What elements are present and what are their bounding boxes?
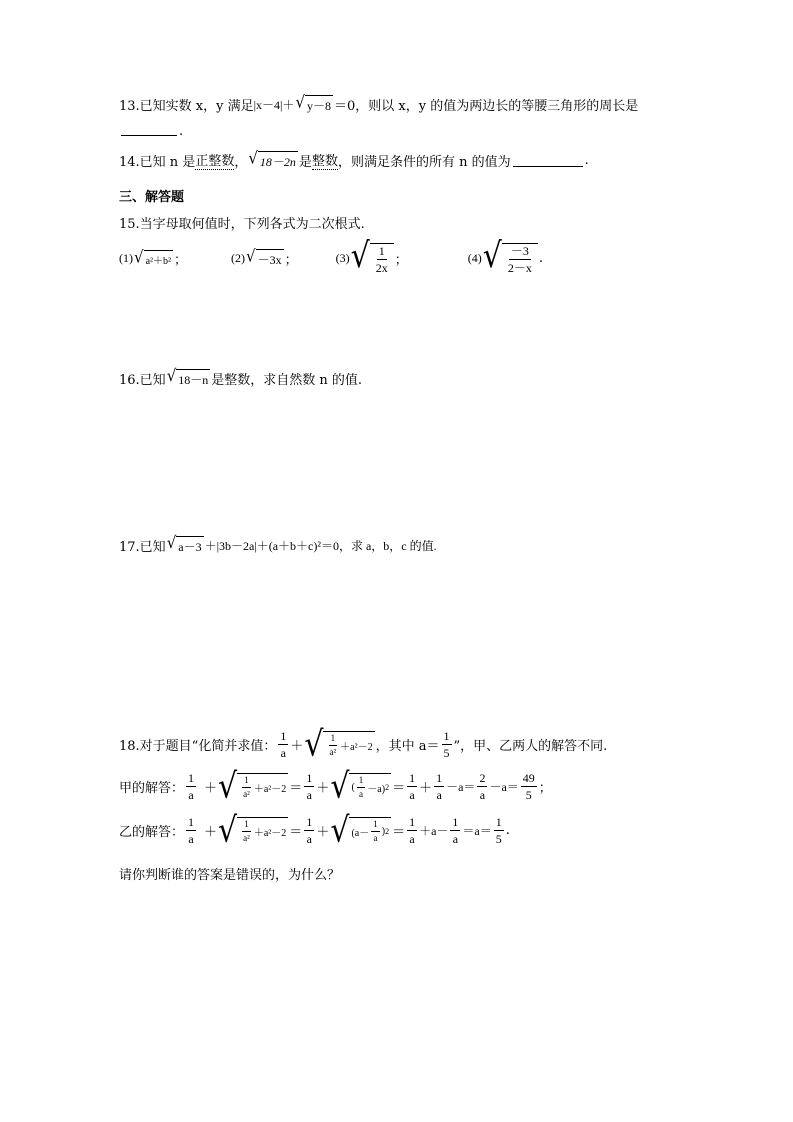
question-16 [119,365,363,388]
yi-eq3: ＝a＝ [462,824,492,838]
yi-frac-result: $\frac{1}{5}$ [495,815,502,846]
yi-eq1: ＝ [289,825,303,840]
q14-positive-integer: 正整数 [195,150,234,170]
section-heading: 三、解答题 [119,190,185,205]
yi-plus-2: ＋ [316,825,330,840]
q15-part4-label: (4) [467,251,482,265]
q18-question: 请你判断谁的答案是错误的，为什么？ [119,868,341,883]
q18-plus: ＋ [290,739,304,754]
question-14 [119,147,589,170]
question-18 [119,724,608,765]
yi-sqrt-2: √ (a－ $\frac{1}{a}$ ) 2 [330,810,390,851]
q16-sqrt: √ 18－n [166,365,209,387]
q16-text-b: 是整数，求自然数 n 的值. [211,373,363,388]
jia-minus-2: －a＝ [489,780,519,794]
jia-frac-3: $\frac{1}{a}$ [409,771,416,802]
yi-frac-3: $\frac{1}{a}$ [409,815,416,846]
q17-text-b: ＋|3b－2a|＋(a＋b＋c)²＝0，求 a，b，c 的值. [204,539,437,553]
jia-plus: ＋ [204,781,218,796]
q13-abs: |x－4|＋ [253,98,295,112]
jia-plus-3: ＋ [419,781,433,796]
q14-answer-blank[interactable] [513,165,583,167]
q14-sqrt: √ 18－2n [248,147,296,169]
q18-text-b: ，其中 a＝ [375,739,440,754]
q18-frac-1-a: $\frac{1}{a}$ [280,729,287,760]
yi-sqrt-1: √ $\frac{1}{\text{a²}}$ ＋a²－2 [218,810,287,851]
q16-text-a: 16.已知 [119,373,166,388]
question-17 [119,532,437,555]
yi-end: . [505,823,510,838]
q14-text-d: 是 [298,154,312,170]
q15-part1-sqrt: √ a²＋b² [134,246,171,267]
q18-text-a: 18.对于题目“化简并求值： [119,739,277,754]
q18-text-c: ”，甲、乙两人的解答不同. [453,739,608,754]
q15-part2-end: ； [284,253,298,268]
jia-frac-4: $\frac{1}{a}$ [436,771,443,802]
q15-part4-end: . [538,251,544,266]
question-15-parts [119,236,544,277]
q13-answer-blank[interactable] [121,134,177,136]
question-13 [119,91,639,114]
q13-sqrt: √ y－8 [295,91,332,113]
jia-frac-result: $\frac{49}{5}$ [522,771,535,802]
q17-text-a: 17.已知 [119,540,166,555]
yi-label: 乙的解答： [119,825,185,840]
jia-end: ； [538,781,552,796]
q14-integer: 整数 [312,150,338,170]
jia-label: 甲的解答： [119,781,185,796]
yi-frac-4: $\frac{1}{a}$ [452,815,459,846]
q15-part2-label: (2) [231,251,246,265]
q15-part3-end: ； [394,253,408,268]
q15-part4-sqrt: √ $\frac{-3}{2-x}$ [483,243,538,274]
jia-sqrt-1: √ $\frac{1}{\text{a²}}$ ＋a²－2 [218,766,287,807]
q14-text-a: 14.已知 n 是 [119,154,196,170]
q13-text-b: ＝0，则以 x，y 的值为两边长的等腰三角形的周长是 [334,99,639,114]
q14-comma: ， [234,154,248,170]
q18-sqrt: √ $\frac{1}{\text{a²}}$ ＋a²－2 [304,724,373,765]
yi-plus-a: ＋a－ [419,824,449,838]
jia-frac-1: $\frac{1}{a}$ [188,771,195,802]
yi-frac-2: $\frac{1}{a}$ [306,815,313,846]
q18-jia-solution [119,766,552,807]
q15-part3-label: (3) [335,251,350,265]
yi-plus: ＋ [204,825,218,840]
q18-yi-solution [119,810,510,851]
q15-part1-label: (1) [119,251,133,265]
question-13-line2 [119,124,183,139]
jia-eq1: ＝ [289,781,303,796]
jia-frac-5: $\frac{2}{a}$ [479,771,486,802]
jia-plus-2: ＋ [316,781,330,796]
q15-stem: 15.当字母取何值时，下列各式为二次根式. [119,217,365,232]
q15-part3-sqrt: √ $\frac{1}{2x}$ [351,243,394,274]
jia-eq2: ＝ [392,781,406,796]
q18-frac-1-5: $\frac{1}{5}$ [443,729,450,760]
jia-minus: －a＝ [446,780,476,794]
jia-sqrt-2: √ ( $\frac{1}{a}$ －a) 2 [330,766,390,807]
q15-part1-end: ； [174,253,188,268]
q13-text-a: 13.已知实数 x，y 满足 [119,99,254,114]
yi-frac-1: $\frac{1}{a}$ [188,815,195,846]
question-15 [119,213,365,232]
jia-frac-2: $\frac{1}{a}$ [306,771,313,802]
q17-sqrt: √ a－3 [166,532,202,554]
yi-eq2: ＝ [392,825,406,840]
q14-end: . [584,152,589,168]
q15-part2-sqrt: √ －3x [246,245,282,267]
q14-text-f: ，则满足条件的所有 n 的值为 [337,154,511,170]
q13-end: . [179,124,184,139]
